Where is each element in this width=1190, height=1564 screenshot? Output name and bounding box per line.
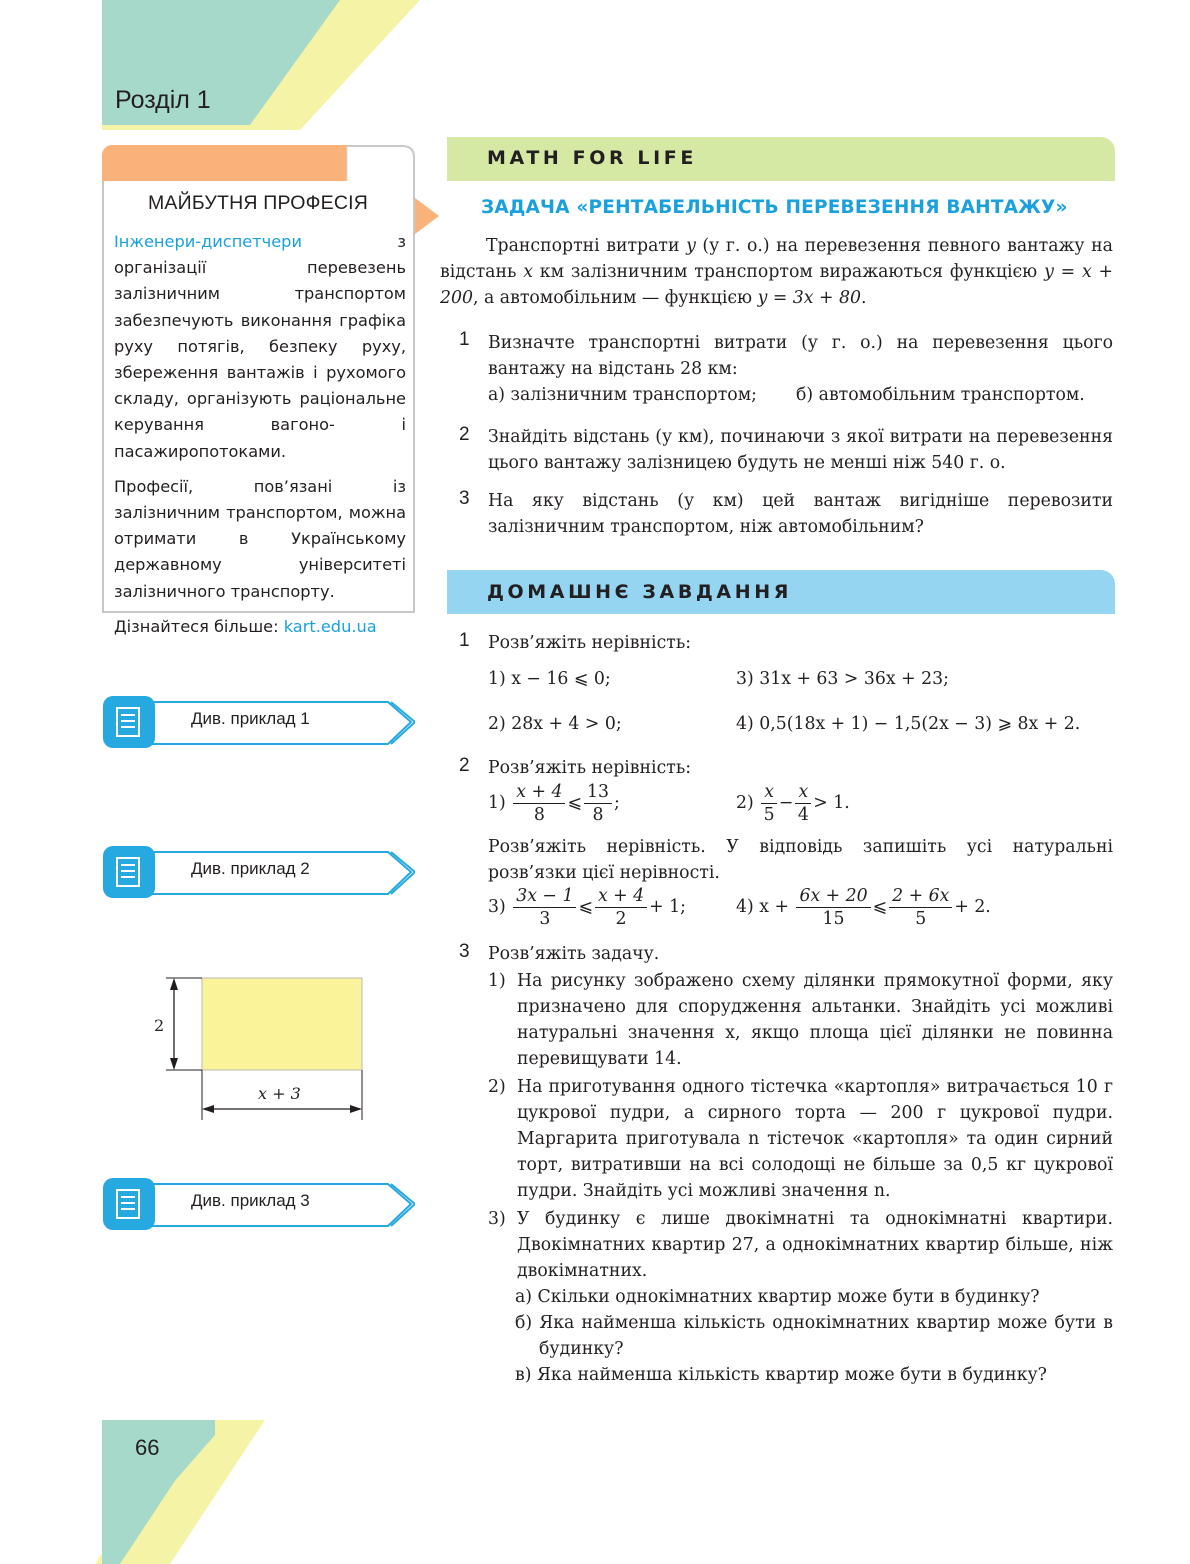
hw1-item-2: 2) 28x + 4 > 0; xyxy=(488,714,622,734)
book-icon xyxy=(103,696,155,748)
hw2-item-2: 2) $\frac{x}{5}$ − $\frac{x}{4}$ > 1. xyxy=(736,782,850,825)
hw3-text: Розв’яжіть задачу. xyxy=(488,944,660,964)
section-label: Розділ 1 xyxy=(115,86,211,114)
homework-band xyxy=(447,570,1115,614)
example-label-3: Див. приклад 3 xyxy=(191,1191,310,1210)
example-ref-3[interactable] xyxy=(103,1178,413,1230)
q2-number: 2 xyxy=(459,424,470,445)
rectangle-figure xyxy=(150,970,370,1130)
hw1-number: 1 xyxy=(459,630,470,651)
hw3-3-number: 3) xyxy=(488,1209,506,1229)
hw3-2-number: 2) xyxy=(488,1077,506,1097)
hw3-2-text: На приготування одного тістечка «картопля» витрачається 10 г цукрової пудри, а сирного торта — 200 г цукрової пудри. Маргарита приготувала n тістечок «картопля» та один сирний торт, витративши на всі солодощі не більше за 0,5 кг цукрової пудри. Знайдіть усі можливі значення n. xyxy=(517,1077,1113,1201)
career-title: МАЙБУТНЯ ПРОФЕСІЯ xyxy=(147,192,369,214)
hw1-text: Розв’яжіть нерівність: xyxy=(488,633,692,653)
hw1-item-4: 4) 0,5(18x + 1) − 1,5(2x − 3) ⩾ 8x + 2. xyxy=(736,714,1081,734)
career-p2: Професії, пов’язані із залізничним транспортом, можна отримати в Українському державному університеті залізничного транспорту. xyxy=(114,476,406,601)
math-for-life-title: MATH FOR LIFE xyxy=(487,147,697,169)
page-number: 66 xyxy=(135,1435,160,1460)
hw2-text: Розв’яжіть нерівність: xyxy=(488,758,692,778)
hw3-3-b: б) Яка найменша кількість однокімнатних квартир може бути в будинку? xyxy=(515,1313,1113,1359)
hw3-3-text: У будинку є лише двокімнатні та однокімнатні квартири. Двокімнатних квартир 27, а однокімнатних квартир більше, ніж двокімнатних. xyxy=(517,1209,1113,1281)
q1-text: Визначте транспортні витрати (у г. о.) на перевезення цього вантажу на відстань 28 км: xyxy=(488,333,1113,379)
q1-option-b: б) автомобільним транспортом. xyxy=(796,385,1085,405)
task-intro: Транспортні витрати y (у г. о.) на перевезення певного вантажу на відстань x км залізничним транспортом виражаються функцією y = x + 200, а автомобільним — функцією y = 3x + 80. xyxy=(440,236,1114,308)
hw2-item-4: 4) x + $\frac{6x + 20}{15}$ ⩽ $\frac{2 + 6x}{5}$ + 2. xyxy=(736,886,991,929)
hw3-3-c: в) Яка найменша кількість квартир може бути в будинку? xyxy=(515,1365,1047,1385)
q1-option-a: а) залізничним транспортом; xyxy=(488,385,757,405)
hw3-1-number: 1) xyxy=(488,971,506,991)
career-link[interactable]: kart.edu.ua xyxy=(283,616,377,636)
q3-text: На яку відстань (у км) цей вантаж вигідніше перевозити залізничним транспортом, ніж автомобільним? xyxy=(488,491,1113,537)
hw1-item-3: 3) 31x + 63 > 36x + 23; xyxy=(736,669,949,689)
example-ref-1[interactable] xyxy=(103,696,413,748)
hw3-3-a: а) Скільки однокімнатних квартир може бути в будинку? xyxy=(515,1287,1040,1307)
book-icon xyxy=(103,846,155,898)
example-label-2: Див. приклад 2 xyxy=(191,859,310,878)
pointer-arrow xyxy=(415,198,441,234)
career-p1: з організації перевезень залізничним транспортом забезпечують виконання графіка руху потягів, безпеку руху, збереження вантажів і рухомого складу, організують раціональне керування вагоно- і пасажиропотоками. xyxy=(114,232,406,461)
hw2-number: 2 xyxy=(459,755,470,776)
q2-text: Знайдіть відстань (у км), починаючи з якої витрати на перевезення цього вантажу залізницею будуть не менші ніж 540 г. о. xyxy=(488,427,1113,473)
career-text xyxy=(114,229,406,649)
example-label-1: Див. приклад 1 xyxy=(191,709,310,728)
task-title: ЗАДАЧА «РЕНТАБЕЛЬНІСТЬ ПЕРЕВЕЗЕННЯ ВАНТАЖУ» xyxy=(481,197,1068,218)
hw2-note: Розв’яжіть нерівність. У відповідь запишіть усі натуральні розв’язки цієї нерівності. xyxy=(488,837,1113,883)
hw2-item-1: 1) $\frac{x + 4}{8}$ ⩽ $\frac{13}{8}$ ; xyxy=(488,782,620,825)
book-icon xyxy=(103,1178,155,1230)
q1-number: 1 xyxy=(459,329,470,350)
figure-height-label: 2 xyxy=(154,1016,165,1035)
example-ref-2[interactable] xyxy=(103,846,413,898)
career-more-label: Дізнайтеся більше: xyxy=(114,616,284,636)
hw2-item-3: 3) $\frac{3x - 1}{3}$ ⩽ $\frac{x + 4}{2}$ + 1; xyxy=(488,886,686,929)
homework-title: ДОМАШНЄ ЗАВДАННЯ xyxy=(487,581,792,603)
q3-number: 3 xyxy=(459,488,470,509)
figure-width-label: x + 3 xyxy=(258,1084,301,1103)
career-highlight: Інженери-диспетчери xyxy=(114,232,302,251)
math-for-life-band xyxy=(447,137,1115,181)
hw3-number: 3 xyxy=(459,941,470,962)
hw1-item-1: 1) x − 16 ⩽ 0; xyxy=(488,669,611,689)
hw3-1-text: На рисунку зображено схему ділянки прямокутної форми, яку призначено для спорудження альтанки. Знайдіть усі можливі натуральні значення x, якщо площа цієї ділянки не повинна перевищувати 14. xyxy=(517,971,1113,1069)
career-box xyxy=(102,145,414,636)
